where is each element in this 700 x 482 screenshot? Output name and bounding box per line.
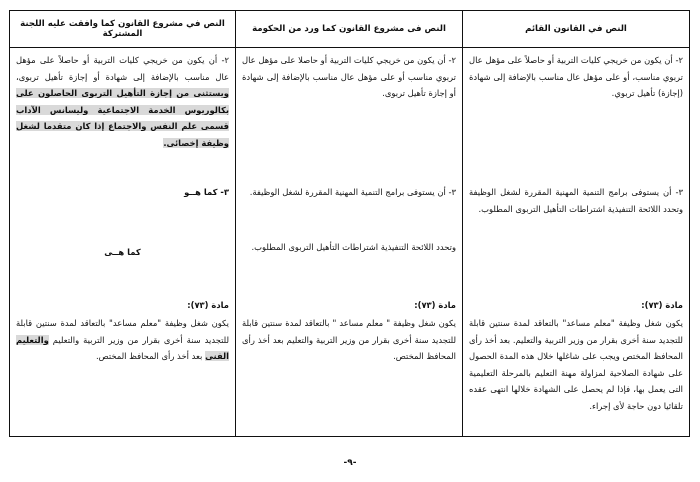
committee-article-73-body <box>16 315 229 365</box>
committee-body-amendment: والتعليم الفنى <box>16 334 229 362</box>
committee-item-2 <box>16 52 229 152</box>
header-gov-bill: النص فى مشروع القانون كما ورد من الحكومة <box>236 11 463 48</box>
committee-item-3: ٣- كما هــو <box>184 187 229 197</box>
current-article-73: مادة (٧٣): <box>641 300 683 310</box>
gov-item-3-conditions: وتحدد اللائحة التنفيذية اشتراطات التأهيل التربوى المطلوب. <box>251 242 456 252</box>
header-current-law: النص في القانون القائم <box>463 11 690 48</box>
cell-committee <box>10 48 236 437</box>
gov-article-73: مادة (٧٣): <box>414 300 456 310</box>
committee-article-73: مادة (٧٣): <box>187 300 229 310</box>
gov-item-3: ٣- أن يستوفى برامج التنمية المهنية المقررة لشغل الوظيفة. <box>249 187 456 197</box>
page-number: -٩- <box>343 458 357 468</box>
current-item-2: ٢- أن يكون من خريجي كليات التربية أو حاصلاً على مؤهل عال تربوي مناسب، أو على مؤهل عال مناسب بالإضافة إلى شهادة (إجازة) تأهيل تربوي. <box>469 55 683 99</box>
document-page <box>10 10 690 472</box>
cell-gov-bill <box>236 48 463 437</box>
content-row <box>10 48 690 437</box>
gov-item-2: ٢- أن يكون من خريجي كليات التربية أو حاصلا على مؤهل عال تربوي مناسب أو على مؤهل عال مناسب بالإضافة إلى شهادة أو إجازة تأهيل تربوى. <box>242 55 456 99</box>
gov-article-73-body: يكون شغل وظيفة " معلم مساعد " بالتعاقد لمدة سنتين قابلة للتجديد سنة أخرى بقرار من وزير التربية والتعليم بعد أخذ رأى المحافظ المختص. <box>242 318 456 362</box>
header-row <box>10 11 690 48</box>
committee-item-2-text: ٢- أن يكون من خريجي كليات التربية أو حاصلاً على مؤهل عال مناسب بالإضافة إلى شهادة أو إجازة تأهيل تربوى، <box>16 55 229 82</box>
committee-item-2-amendment: ويستثنى من إجازة التأهيل التربوى الحاصلون على بكالوريوس الخدمة الاجتماعية وليسانس الآداب قسمى علم النفس والاجتماع إذا كان متقدما لشغل وظيفة إخصائى. <box>16 88 229 148</box>
committee-body-end: بعد أخذ رأى المحافظ المختص. <box>95 351 203 362</box>
cell-current-law <box>463 48 690 437</box>
current-item-3: ٣- أن يستوفى برامج التنمية المهنية المقررة لشغل الوظيفة وتحدد اللائحة التنفيذية اشتراطات التأهيل التربوى المطلوب. <box>469 187 683 214</box>
committee-as-is: كما هــى <box>104 247 141 257</box>
current-article-73-body: يكون شغل وظيفة "معلم مساعد" بالتعاقد لمدة سنتين قابلة للتجديد سنة أخرى بقرار من وزير التربية والتعليم. بعد أخذ رأى المحافظ المختص ويجب على شاغلها خلال هذه المدة الحصول على شهادة الصلاحية لمزاولة مهنة التعليم بالمرحلة التعليمية التى يعمل بها، فإذا لم يحصل على الشهادة خلالها انتهى عقده تلقائيا دون حاجة لأى إجراء. <box>469 318 683 411</box>
committee-body-text: يكون شغل وظيفة "معلم مساعد" بالتعاقد لمدة سنتين قابلة للتجديد سنة أخرى بقرار من وزير التربية والتعليم <box>16 318 229 345</box>
header-committee: النص في مشروع القانون كما وافقت عليه اللجنة المشتركة <box>10 11 236 48</box>
comparison-table <box>9 10 690 437</box>
